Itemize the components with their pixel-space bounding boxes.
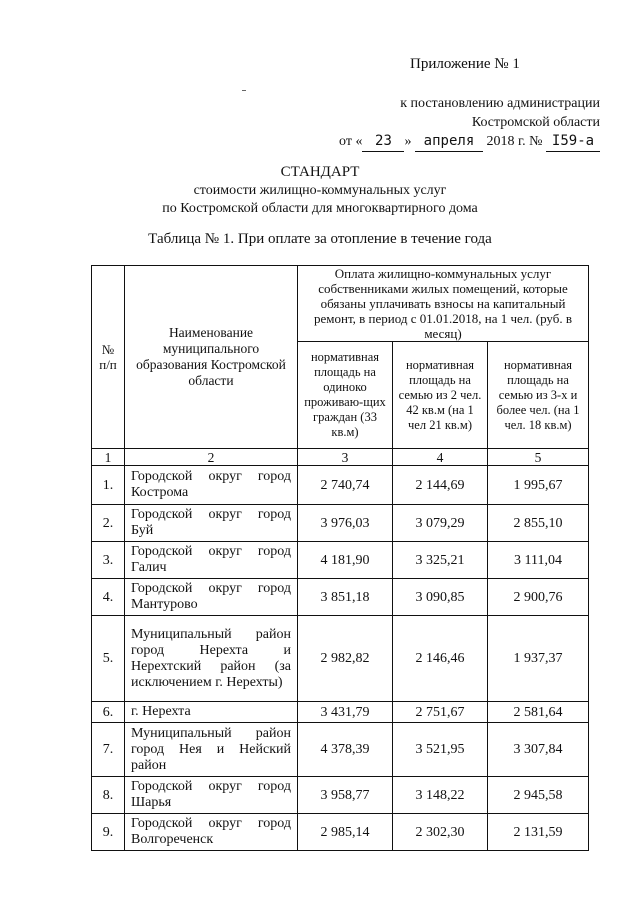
- cost-single: 3 958,77: [298, 777, 393, 814]
- resolution-number: I59-а: [546, 132, 600, 152]
- municipality-name: г. Нерехта: [125, 702, 298, 723]
- resolution-day: 23: [362, 132, 404, 152]
- cost-three-plus: 2 945,58: [488, 777, 589, 814]
- date-prefix: от «: [339, 134, 363, 149]
- table-row: [92, 616, 589, 702]
- header-single: нормативная площадь на одиноко проживаю-щих граждан (33 кв.м): [298, 342, 393, 449]
- municipality-name: Городской округ город Буй: [125, 505, 298, 542]
- table-row: [92, 579, 589, 616]
- municipality-name: Городской округ город Галич: [125, 542, 298, 579]
- date-close: »: [404, 134, 412, 149]
- table-row: [92, 814, 589, 851]
- header-name: Наименование муниципального образования Костромской области: [125, 266, 298, 449]
- resolution-month: апреля: [415, 132, 483, 152]
- cost-two-persons: 3 079,29: [393, 505, 488, 542]
- index-cell: 3: [298, 449, 393, 466]
- cost-two-persons: 3 090,85: [393, 579, 488, 616]
- cost-single: 3 851,18: [298, 579, 393, 616]
- resolution-line-1: к постановлению администрации: [400, 96, 600, 111]
- resolution-reference: [330, 94, 600, 152]
- municipality-name: Городской округ город Мантурово: [125, 579, 298, 616]
- header-no: № п/п: [92, 266, 125, 449]
- cost-single: 2 985,14: [298, 814, 393, 851]
- index-row: [92, 449, 589, 466]
- cost-two-persons: 2 751,67: [393, 702, 488, 723]
- cost-two-persons: 3 521,95: [393, 723, 488, 777]
- municipality-name: Городской округ город Волгореченск: [125, 814, 298, 851]
- cost-three-plus: 2 900,76: [488, 579, 589, 616]
- index-cell: 4: [393, 449, 488, 466]
- header-payment-group: Оплата жилищно-коммунальных услуг собственниками жилых помещений, которые обязаны уплачивать взносы на капитальный ремонт, в период с 01.01.2018, на 1 чел. (руб. в месяц): [298, 266, 589, 342]
- cost-two-persons: 3 325,21: [393, 542, 488, 579]
- appendix-label: Приложение № 1: [410, 56, 520, 72]
- table-row: [92, 723, 589, 777]
- row-number: 9.: [92, 814, 125, 851]
- cost-two-persons: 2 146,46: [393, 616, 488, 702]
- table-body: [92, 466, 589, 851]
- cost-three-plus: 2 581,64: [488, 702, 589, 723]
- cost-single: 3 431,79: [298, 702, 393, 723]
- resolution-year: 2018 г. №: [486, 134, 543, 149]
- header-two-persons: нормативная площадь на семью из 2 чел. 42 кв.м (на 1 чел 21 кв.м): [393, 342, 488, 449]
- cost-two-persons: 2 144,69: [393, 466, 488, 505]
- cost-single: 2 982,82: [298, 616, 393, 702]
- cost-three-plus: 2 131,59: [488, 814, 589, 851]
- row-number: 6.: [92, 702, 125, 723]
- cost-standard-table: [91, 265, 589, 851]
- subtitle-line-2: по Костромской области для многоквартирного дома: [162, 201, 478, 216]
- cost-three-plus: 2 855,10: [488, 505, 589, 542]
- row-number: 7.: [92, 723, 125, 777]
- cost-three-plus: 3 307,84: [488, 723, 589, 777]
- row-number: 3.: [92, 542, 125, 579]
- index-cell: 5: [488, 449, 589, 466]
- cost-single: 4 181,90: [298, 542, 393, 579]
- cost-single: 3 976,03: [298, 505, 393, 542]
- cost-three-plus: 1 995,67: [488, 466, 589, 505]
- table-row: [92, 702, 589, 723]
- index-cell: 1: [92, 449, 125, 466]
- document-title: СТАНДАРТ: [280, 164, 360, 180]
- index-cell: 2: [125, 449, 298, 466]
- cost-two-persons: 2 302,30: [393, 814, 488, 851]
- municipality-name: Городской округ город Шарья: [125, 777, 298, 814]
- municipality-name: Муниципальный район город Нерехта и Нерехтский район (за исключением г. Нерехты): [125, 616, 298, 702]
- cost-three-plus: 1 937,37: [488, 616, 589, 702]
- header-row-1: [92, 266, 589, 342]
- row-number: 2.: [92, 505, 125, 542]
- row-number: 4.: [92, 579, 125, 616]
- row-number: 8.: [92, 777, 125, 814]
- table-row: [92, 542, 589, 579]
- table-row: [92, 466, 589, 505]
- header-three-plus: нормативная площадь на семью из 3-х и более чел. (на 1 чел. 18 кв.м): [488, 342, 589, 449]
- row-number: 5.: [92, 616, 125, 702]
- subtitle-line-1: стоимости жилищно-коммунальных услуг: [193, 183, 447, 198]
- resolution-line-2: Костромской области: [471, 115, 600, 130]
- scan-speck: [242, 90, 246, 91]
- cost-two-persons: 3 148,22: [393, 777, 488, 814]
- table-caption: Таблица № 1. При оплате за отопление в течение года: [148, 231, 492, 247]
- table-row: [92, 777, 589, 814]
- table-row: [92, 505, 589, 542]
- municipality-name: Муниципальный район город Нея и Нейский район: [125, 723, 298, 777]
- cost-three-plus: 3 111,04: [488, 542, 589, 579]
- cost-single: 4 378,39: [298, 723, 393, 777]
- municipality-name: Городской округ город Кострома: [125, 466, 298, 505]
- row-number: 1.: [92, 466, 125, 505]
- cost-single: 2 740,74: [298, 466, 393, 505]
- resolution-date-line: [330, 132, 600, 152]
